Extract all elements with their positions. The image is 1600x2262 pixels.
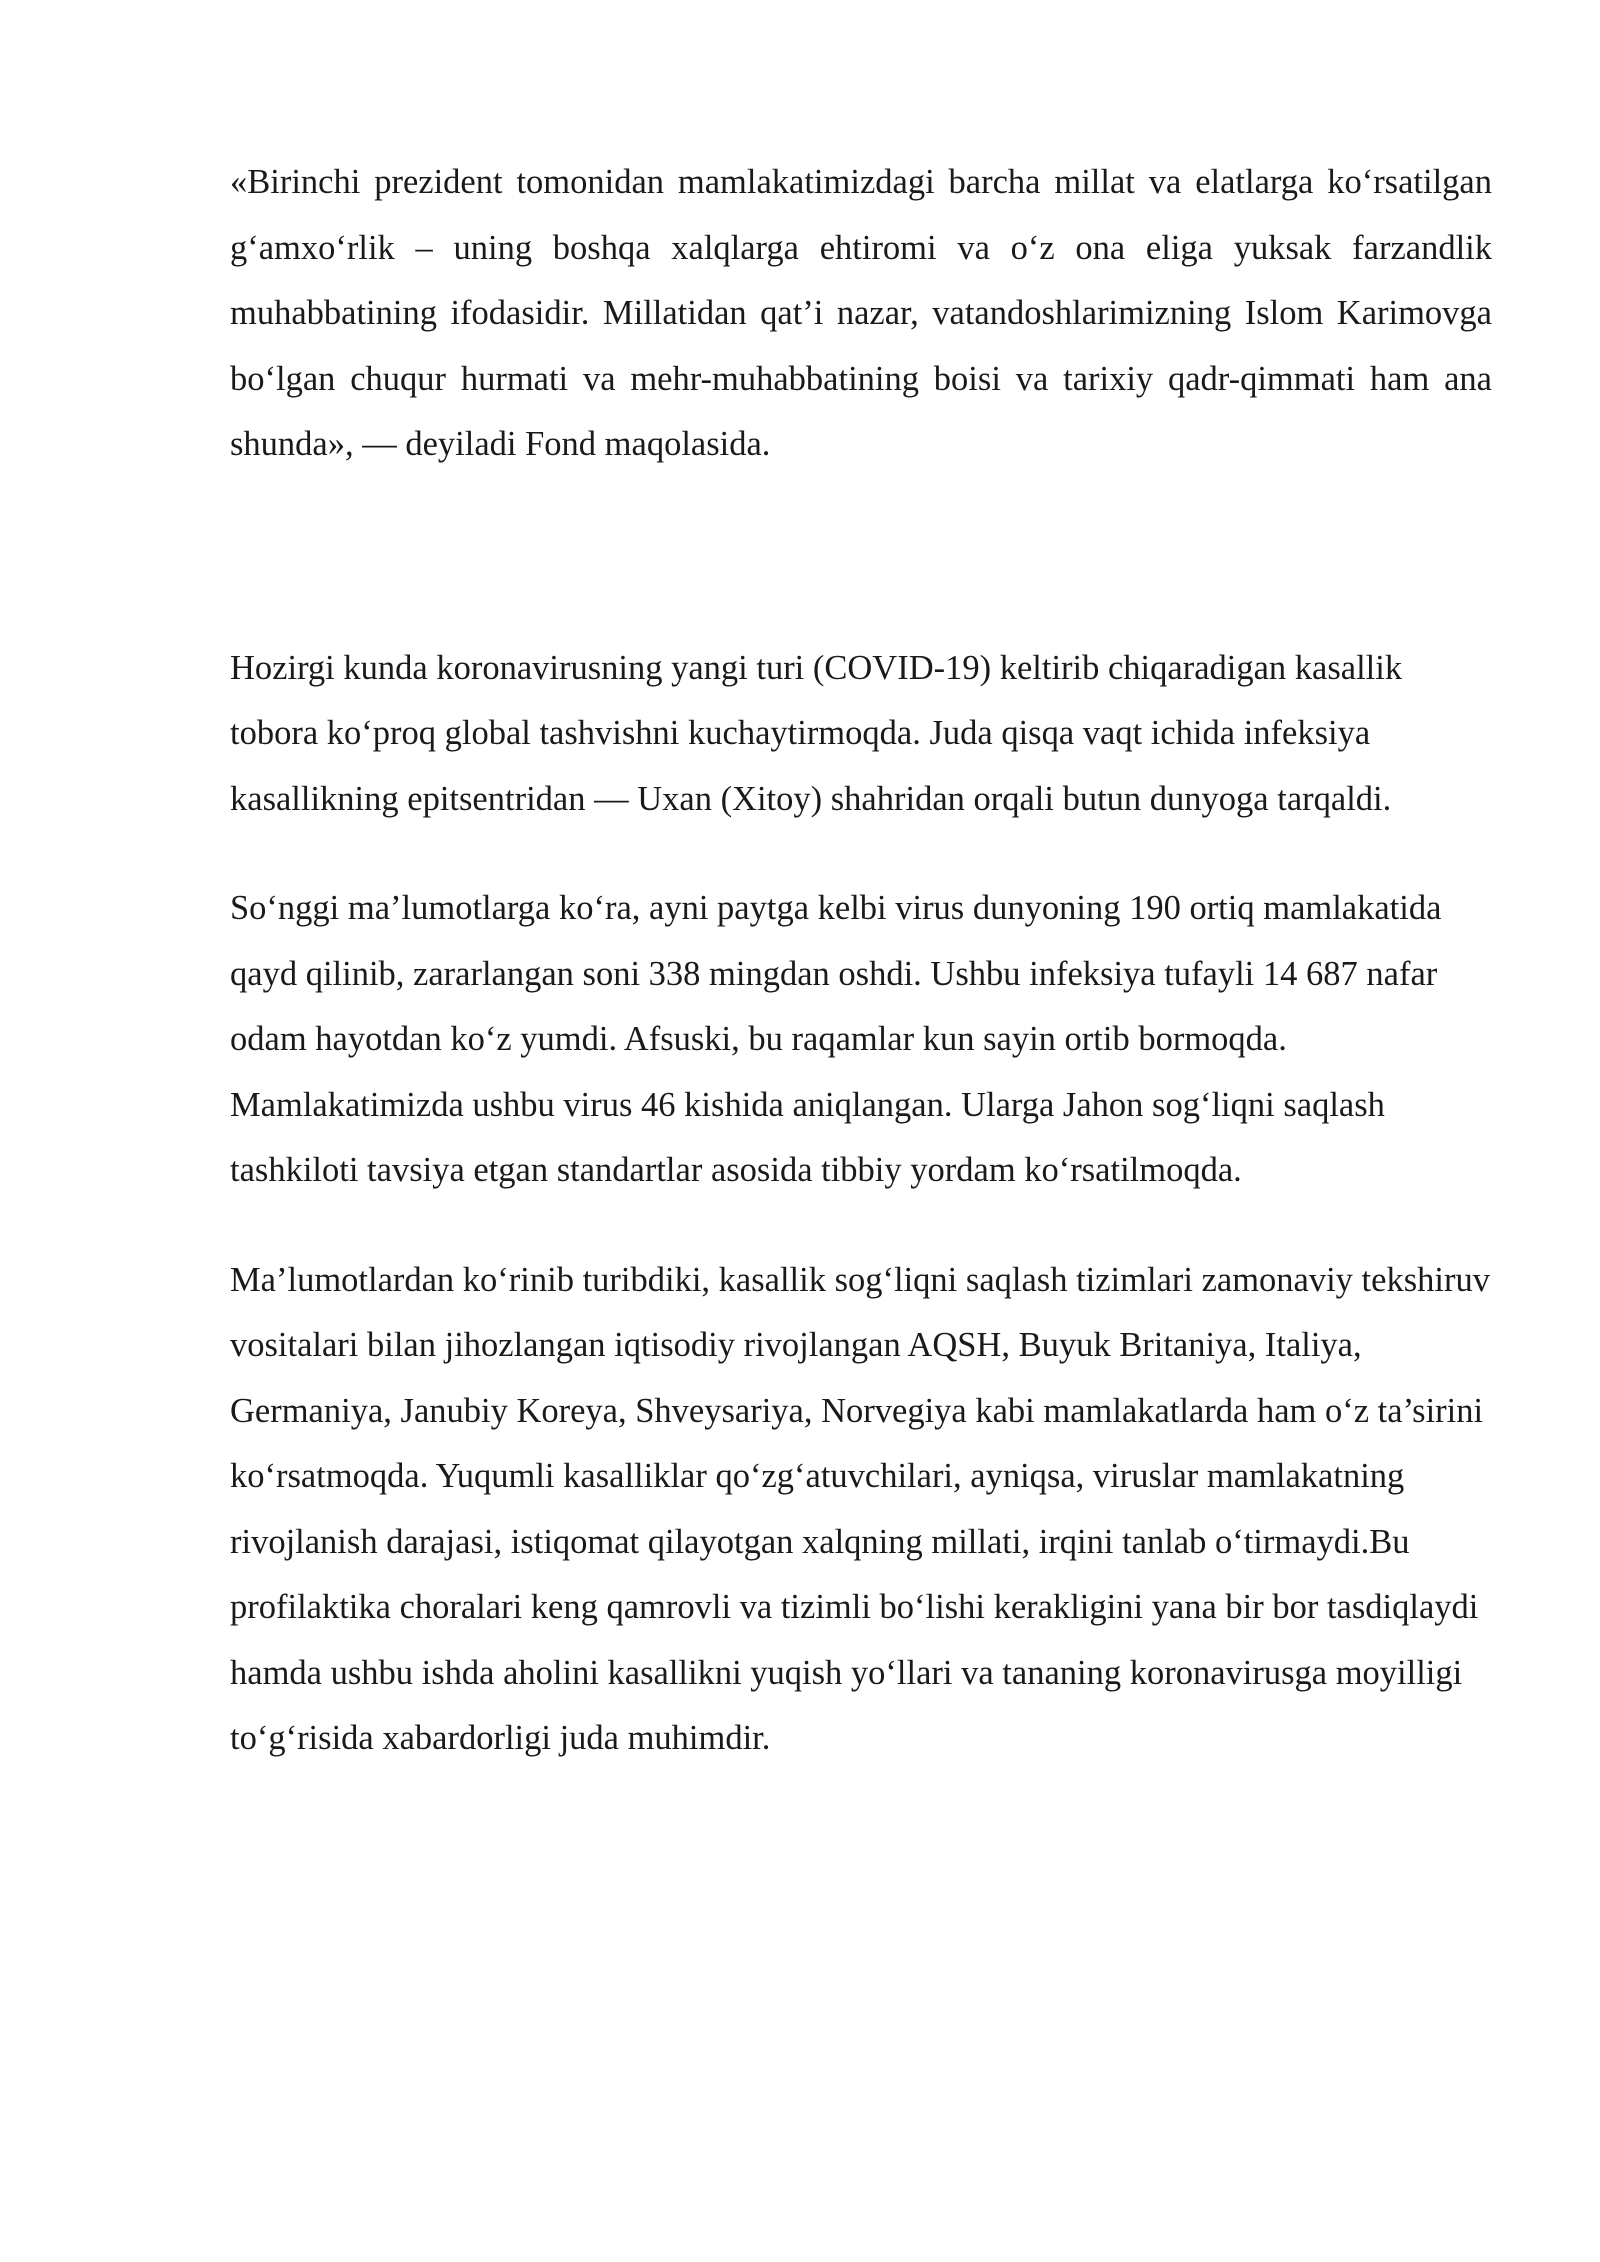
paragraph-covid-prevention: Ma’lumotlardan koʻrinib turibdiki, kasallik sogʻliqni saqlash tizimlari zamonaviy tekshiruv vositalari bilan jihozlangan iqtisodiy rivojlangan AQSH, Buyuk Britaniya, Italiya, Germaniya, Janubiy Koreya, Shveysariya, Norvegiya kabi mamlakatlarda ham oʻz ta’sirini koʻrsatmoqda. Yuqumli kasalliklar qoʻzgʻatuvchilari, ayniqsa, viruslar mamlakatning rivojlanish darajasi, istiqomat qilayotgan xalqning millati, irqini tanlab oʻtirmaydi.Bu profilaktika choralari keng qamrovli va tizimli boʻlishi kerakligini yana bir bor tasdiqlaydi hamda ushbu ishda aholini kasallikni yuqish yoʻllari va tananing koronavirusga moyilligi toʻgʻrisida xabardorligi juda muhimdir. bbox=[230, 1260, 1490, 1757]
paragraph-covid-intro: Hozirgi kunda koronavirusning yangi turi (COVID-19) keltirib chiqaradigan kasallik tobora koʻproq global tashvishni kuchaytirmoqda. Juda qisqa vaqt ichida infeksiya kasallikning epitsentridan — Uxan (Xitoy) shahridan orqali butun dunyoga tarqaldi. bbox=[230, 648, 1403, 818]
paragraph-covid-statistics: Soʻnggi ma’lumotlarga koʻra, ayni paytga kelbi virus dunyoning 190 ortiq mamlakatida qayd qilinib, zararlangan soni 338 mingdan oshdi. Ushbu infeksiya tufayli 14 687 nafar odam hayotdan koʻz yumdi. Afsuski, bu raqamlar kun sayin ortib bormoqda. Mamlakatimizda ushbu virus 46 kishida aniqlangan. Ularga Jahon sogʻliqni saqlash tashkiloti tavsiya etgan standartlar asosida tibbiy yordam koʻrsatilmoqda. bbox=[230, 889, 1442, 1189]
document-body bbox=[230, 150, 1492, 1772]
paragraph-quote-fond: «Birinchi prezident tomonidan mamlakatimizdagi barcha millat va elatlarga koʻrsatilgan gʻamxoʻrlik – uning boshqa xalqlarga ehtiromi va oʻz ona eliga yuksak farzandlik muhabbatining ifodasidir. Millatidan qat’i nazar, vatandoshlarimizning Islom Karimovga boʻlgan chuqur hurmati va mehr-muhabbatining boisi va tarixiy qadr-qimmati ham ana shunda», — deyiladi Fond maqolasida. bbox=[230, 163, 1492, 463]
